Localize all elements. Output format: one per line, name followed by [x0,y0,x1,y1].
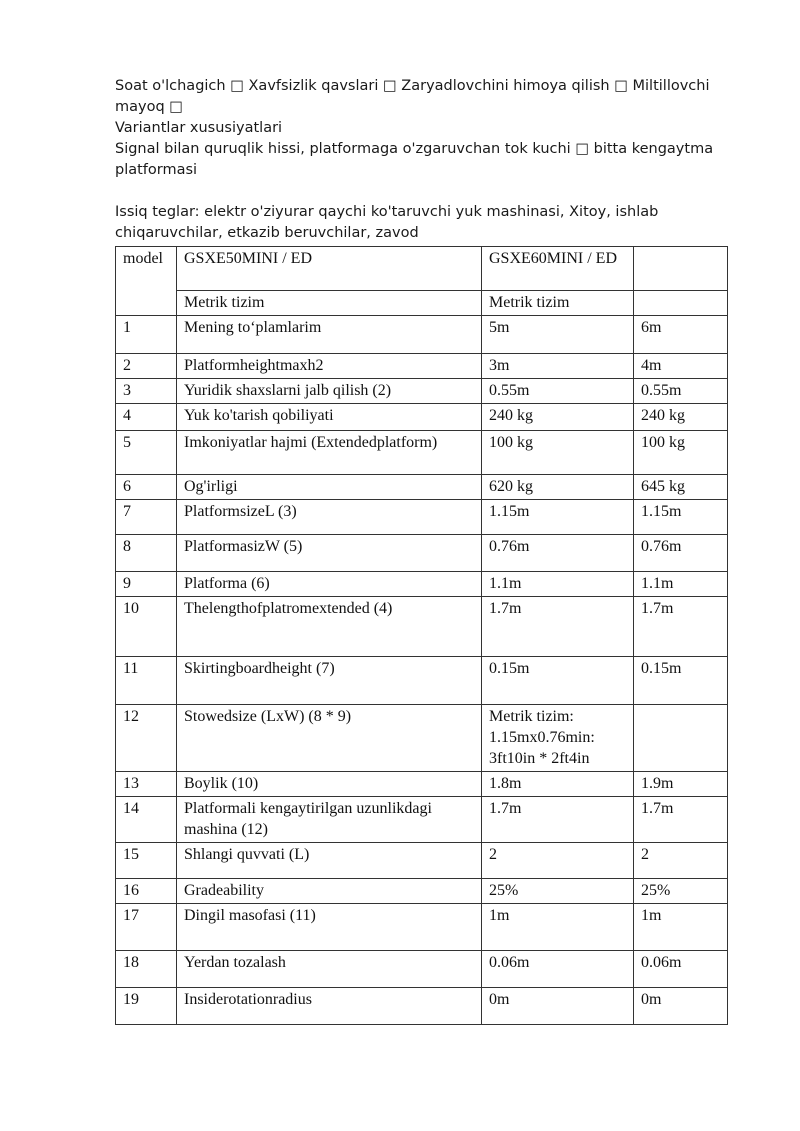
row-number: 10 [116,597,177,657]
row-value-model-2: 645 kg [634,475,728,500]
row-label: Stowedsize (LxW) (8 * 9) [177,705,482,772]
subheader-system-2: Metrik tizim [482,291,634,316]
row-number: 13 [116,772,177,797]
table-row [116,904,728,951]
row-label: Platforma (6) [177,572,482,597]
row-value-model-2: 0m [634,988,728,1025]
table-row [116,431,728,475]
row-value-model-2: 240 kg [634,404,728,431]
row-value-model-1: 1.1m [482,572,634,597]
row-value-model-2: 1.7m [634,597,728,657]
row-number: 5 [116,431,177,475]
table-row [116,657,728,705]
row-value-model-1: 0m [482,988,634,1025]
row-value-model-2: 1.9m [634,772,728,797]
row-value-model-1: 0.76m [482,535,634,572]
row-value-model-2: 6m [634,316,728,354]
row-value-model-1: 100 kg [482,431,634,475]
table-row [116,879,728,904]
row-value-model-1: 240 kg [482,404,634,431]
row-value-model-1: 3m [482,354,634,379]
row-value-model-2: 0.76m [634,535,728,572]
row-value-model-1: Metrik tizim: 1.15mx0.76min: 3ft10in * 2ft4in [482,705,634,772]
row-number: 18 [116,951,177,988]
row-number: 17 [116,904,177,951]
row-value-model-2: 1.7m [634,797,728,843]
table-row [116,797,728,843]
row-number: 2 [116,354,177,379]
table-row [116,772,728,797]
row-label: PlatformsizeL (3) [177,500,482,535]
options-line: Signal bilan quruqlik hissi, platformaga o'zgaruvchan tok kuchi □ bitta kengaytma platformasi [115,141,714,178]
table-row [116,572,728,597]
table-row [116,951,728,988]
table-row [116,597,728,657]
options-heading: Variantlar xususiyatlari [115,120,283,136]
row-value-model-2: 100 kg [634,431,728,475]
row-value-model-2: 0.55m [634,379,728,404]
row-label: Shlangi quvvati (L) [177,843,482,879]
row-value-model-1: 1.7m [482,597,634,657]
row-value-model-2: 1m [634,904,728,951]
row-label: Platformali kengaytirilgan uzunlikdagi mashina (12) [177,797,482,843]
header-model-2: GSXE60MINI / ED [482,247,634,291]
row-value-model-1: 0.06m [482,951,634,988]
row-label: Og'irligi [177,475,482,500]
row-number: 16 [116,879,177,904]
row-value-model-2: 4m [634,354,728,379]
table-row [116,843,728,879]
table-row [116,316,728,354]
header-model: model [116,247,177,316]
row-value-model-1: 620 kg [482,475,634,500]
row-number: 14 [116,797,177,843]
row-label: Yuridik shaxslarni jalb qilish (2) [177,379,482,404]
row-label: Thelengthofplatromextended (4) [177,597,482,657]
row-label: Mening to‘plamlarim [177,316,482,354]
row-value-model-1: 1.8m [482,772,634,797]
table-row [116,379,728,404]
row-number: 8 [116,535,177,572]
row-number: 11 [116,657,177,705]
row-label: Yuk ko'tarish qobiliyati [177,404,482,431]
table-row [116,354,728,379]
row-number: 19 [116,988,177,1025]
table-row [116,404,728,431]
row-value-model-1: 1.15m [482,500,634,535]
row-label: PlatformasizW (5) [177,535,482,572]
row-number: 9 [116,572,177,597]
features-line: Soat o'lchagich □ Xavfsizlik qavslari □ Zaryadlovchini himoya qilish □ Miltillovchi mayoq □ [115,78,710,115]
row-label: Insiderotationradius [177,988,482,1025]
row-value-model-2: 0.15m [634,657,728,705]
subheader-system-1: Metrik tizim [177,291,482,316]
row-number: 1 [116,316,177,354]
intro-text [115,76,745,244]
row-label: Platformheightmaxh2 [177,354,482,379]
row-label: Gradeability [177,879,482,904]
spec-table [115,246,728,1025]
row-value-model-2: 1.15m [634,500,728,535]
row-value-model-1: 0.55m [482,379,634,404]
row-value-model-1: 1m [482,904,634,951]
row-value-model-2: 25% [634,879,728,904]
table-header-row [116,247,728,291]
row-value-model-2: 0.06m [634,951,728,988]
table-row [116,500,728,535]
row-label: Imkoniyatlar hajmi (Extendedplatform) [177,431,482,475]
row-value-model-2: 1.1m [634,572,728,597]
row-value-model-1: 5m [482,316,634,354]
table-row [116,475,728,500]
row-value-model-1: 0.15m [482,657,634,705]
row-number: 4 [116,404,177,431]
row-value-model-2: 2 [634,843,728,879]
row-label: Yerdan tozalash [177,951,482,988]
row-number: 6 [116,475,177,500]
row-value-model-1: 25% [482,879,634,904]
row-label: Dingil masofasi (11) [177,904,482,951]
row-label: Boylik (10) [177,772,482,797]
hot-tags-line: Issiq teglar: elektr o'ziyurar qaychi ko'taruvchi yuk mashinasi, Xitoy, ishlab chiqaruvchilar, etkazib beruvchilar, zavod [115,204,659,241]
row-number: 12 [116,705,177,772]
table-subheader-row [116,291,728,316]
table-row [116,705,728,772]
row-value-model-2 [634,705,728,772]
table-row [116,988,728,1025]
row-number: 7 [116,500,177,535]
row-number: 15 [116,843,177,879]
row-label: Skirtingboardheight (7) [177,657,482,705]
header-model-1: GSXE50MINI / ED [177,247,482,291]
header-empty [634,247,728,291]
subheader-empty [634,291,728,316]
row-number: 3 [116,379,177,404]
row-value-model-1: 1.7m [482,797,634,843]
row-value-model-1: 2 [482,843,634,879]
table-row [116,535,728,572]
